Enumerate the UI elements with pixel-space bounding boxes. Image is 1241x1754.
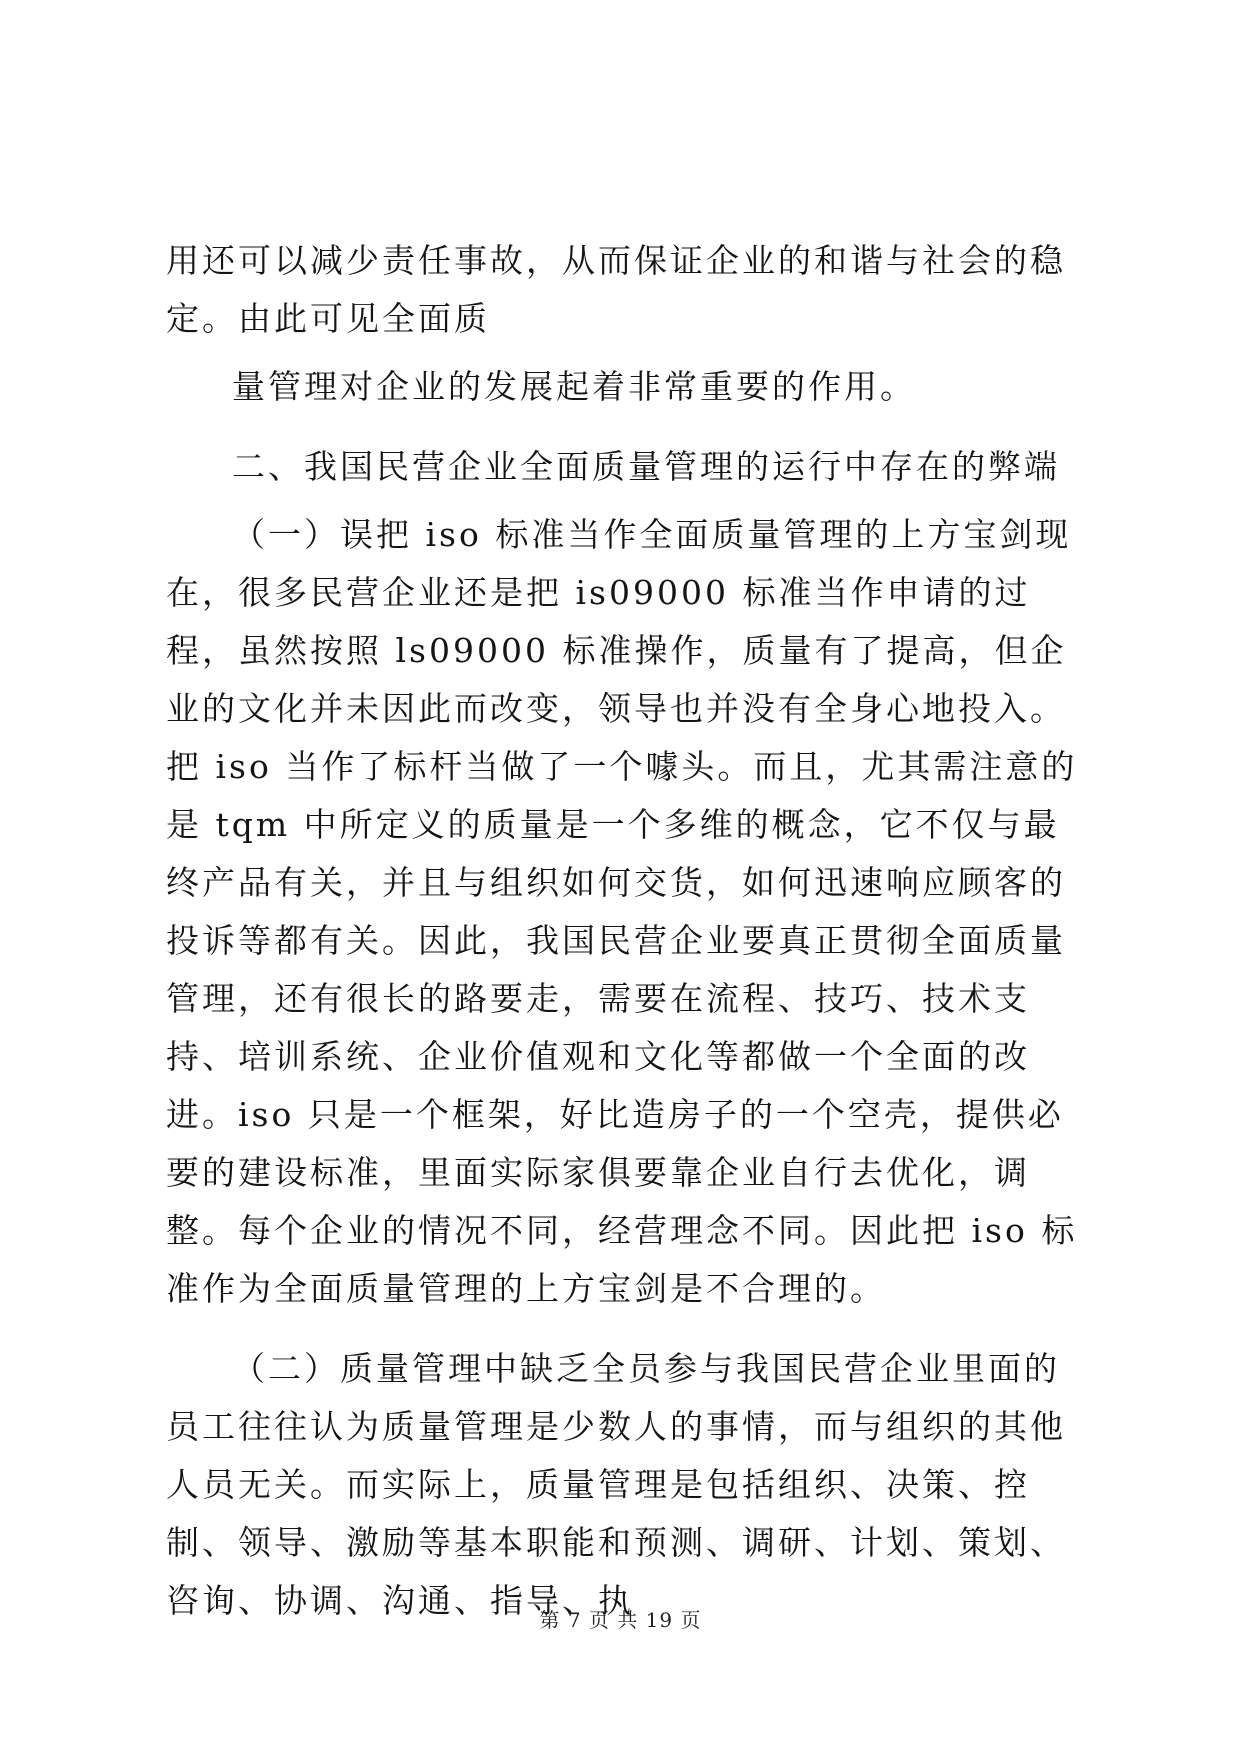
- paragraph-conclusion: 量管理对企业的发展起着非常重要的作用。: [232, 367, 916, 406]
- paragraph-point-two: （二）质量管理中缺乏全员参与我国民营企业里面的员工往往认为质量管理是少数人的事情，而与组织的其他人员无关。而实际上，质量管理是包括组织、决策、控制、领导、激励等基本职能和预测、调研、计划、策划、咨询、协调、沟通、指导、执: [166, 1349, 1066, 1620]
- paragraph-continuation: 用还可以减少责任事故，从而保证企业的和谐与社会的稳定。由此可见全面质: [166, 241, 1066, 338]
- document-body: [166, 232, 1086, 1652]
- page-number-footer: 第 7 页 共 19 页: [539, 1608, 702, 1632]
- section-heading: 二、我国民营企业全面质量管理的运行中存在的弊端: [232, 447, 1060, 486]
- paragraph-point-one: （一）误把 iso 标准当作全面质量管理的上方宝剑现在，很多民营企业还是把 is09000 标准当作申请的过程，虽然按照 ls09000 标准操作，质量有了提高，但企业的文化并未因此而改变，领导也并没有全身心地投入。把 iso 当作了标杆当做了一个噱头。而且，尤其需注意的是 tqm 中所定义的质量是一个多维的概念，它不仅与最终产品有关，并且与组织如何交货，如何迅速响应顾客的投诉等都有关。因此，我国民营企业要真正贯彻全面质量管理，还有很长的路要走，需要在流程、技巧、技术支持、培训系统、企业价值观和文化等都做一个全面的改进。iso 只是一个框架，好比造房子的一个空壳，提供必要的建设标准，里面实际家俱要靠企业自行去优化，调整。每个企业的情况不同，经营理念不同。因此把 iso 标准作为全面质量管理的上方宝剑是不合理的。: [166, 515, 1078, 1308]
